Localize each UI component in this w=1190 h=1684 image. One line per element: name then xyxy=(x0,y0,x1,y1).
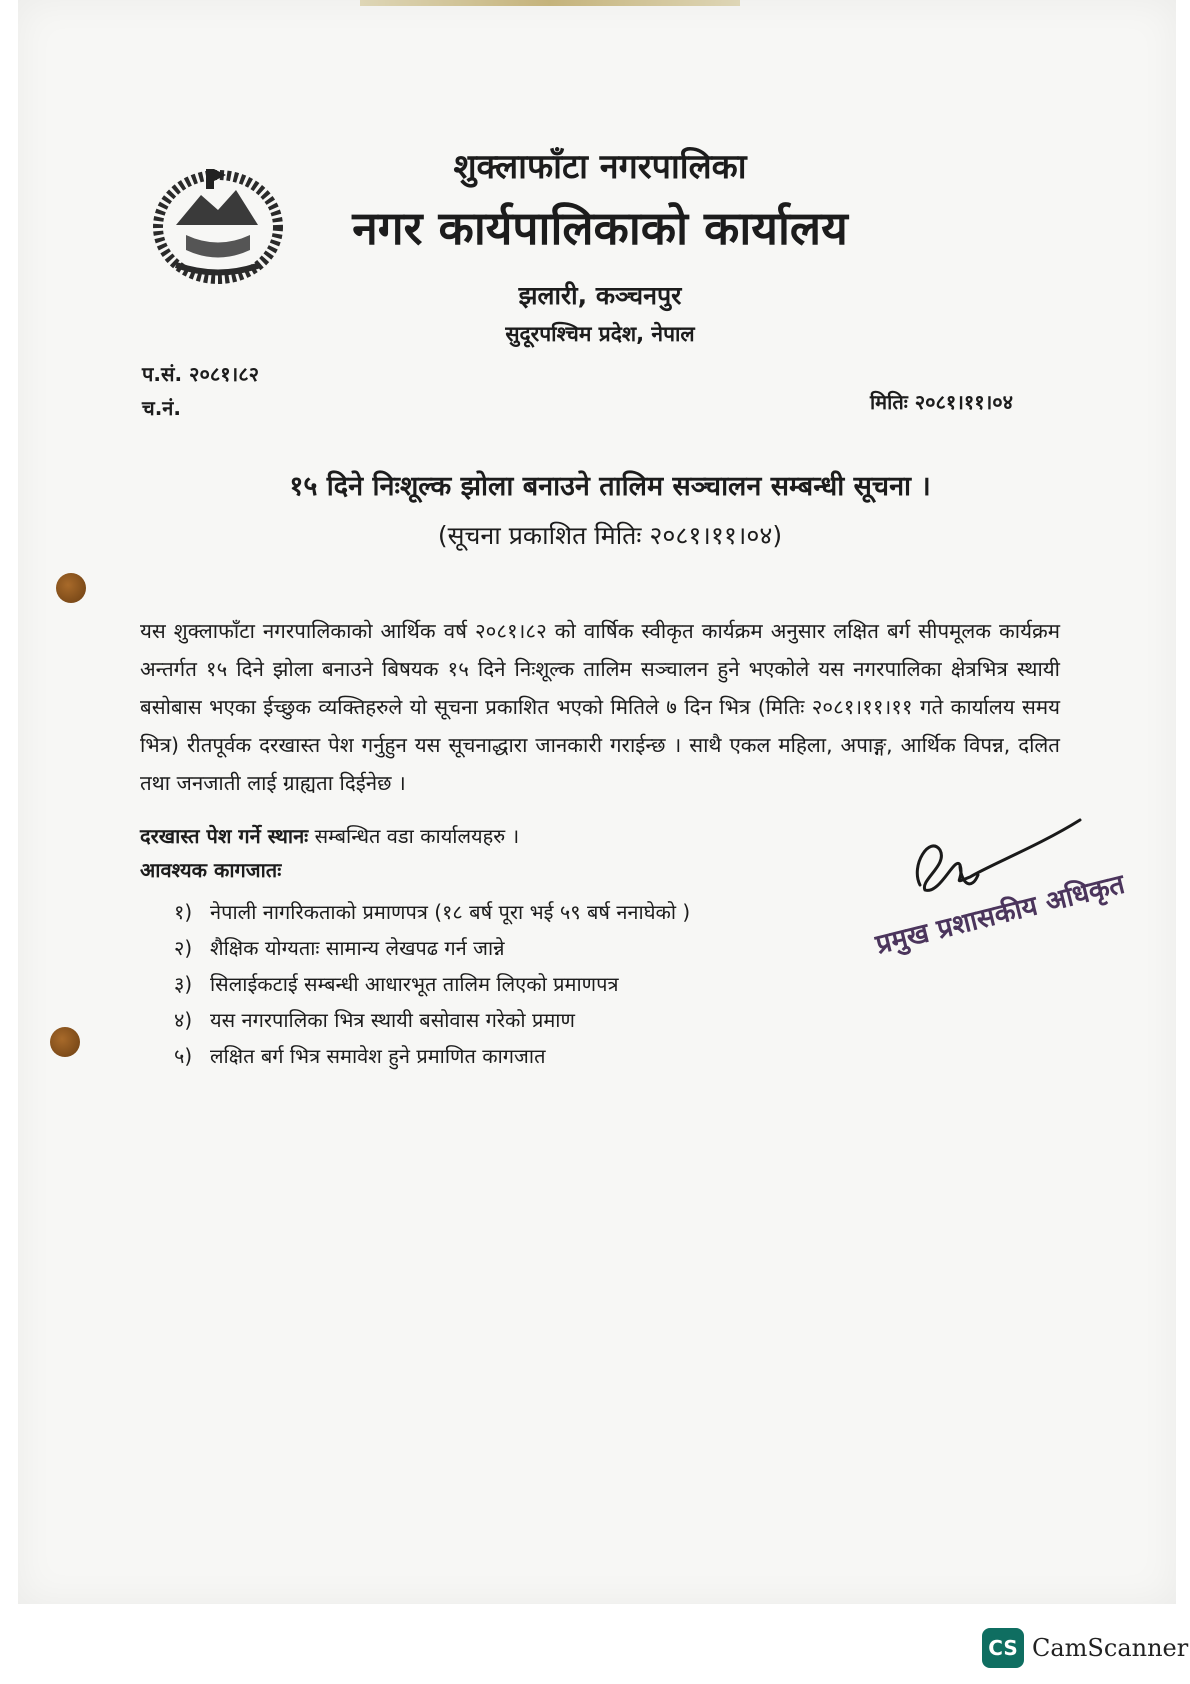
address-line-2: सुदूरपश्चिम प्रदेश, नेपाल xyxy=(505,322,695,346)
list-item-number: ५) xyxy=(174,1044,193,1068)
list-item xyxy=(174,894,690,930)
camscanner-logo-icon: CS xyxy=(982,1628,1024,1668)
documents-list xyxy=(174,894,690,1074)
list-item-text: यस नगरपालिका भित्र स्थायी बसोवास गरेको प्रमाण xyxy=(210,1008,575,1032)
submission-place xyxy=(140,822,519,849)
top-edge-strip xyxy=(360,0,740,6)
list-item-number: १) xyxy=(174,900,193,924)
list-item xyxy=(174,930,690,966)
punch-hole xyxy=(50,1027,80,1057)
fiscal-year-ref: प.सं. २०८१।८२ xyxy=(142,362,260,386)
dispatch-number: च.नं. xyxy=(142,396,181,420)
submission-place-value: सम्बन्धित वडा कार्यालयहरु । xyxy=(314,824,520,848)
list-item xyxy=(174,1002,690,1038)
signatory-stamp: प्रमुख प्रशासकीय अधिकृत xyxy=(872,868,1128,961)
office-name: नगर कार्यपालिकाको कार्यालय xyxy=(352,201,848,255)
notice-body: यस शुक्लाफाँटा नगरपालिकाको आर्थिक वर्ष २०८१।८२ को वार्षिक स्वीकृत कार्यक्रम अनुसार लक्षित बर्ग सीपमूलक कार्यक्रम अन्तर्गत १५ दिने झोला बनाउने बिषयक १५ दिने निःशूल्क तालिम सञ्चालन हुने भएकोले यस नगरपालिका क्षेत्रभित्र स्थायी बसोबास भएका ईच्छुक व्यक्तिहरुले यो सूचना प्रकाशित भएको मितिले ७ दिन भित्र (मितिः २०८१।११।११ गते कार्यालय समय भित्र) रीतपूर्वक दरखास्त पेश गर्नुहुन यस सूचनाद्धारा जानकारी गराईन्छ । साथै एकल महिला, अपाङ्ग, आर्थिक विपन्न, दलित तथा जनजाती लाई ग्राह्यता दिईनेछ । xyxy=(140,619,1060,795)
list-item-number: ४) xyxy=(174,1008,193,1032)
list-item-text: शैक्षिक योग्यताः सामान्य लेखपढ गर्न जान्ने xyxy=(210,936,505,960)
list-item-text: नेपाली नागरिकताको प्रमाणपत्र (१८ बर्ष पूरा भई ५९ बर्ष ननाघेको ) xyxy=(210,900,691,924)
list-item-number: २) xyxy=(174,936,193,960)
list-item-text: लक्षित बर्ग भित्र समावेश हुने प्रमाणित कागजात xyxy=(210,1044,546,1068)
punch-hole xyxy=(56,573,86,603)
camscanner-name: CamScanner xyxy=(1032,1634,1189,1662)
documents-heading: आवश्यक कागजातः xyxy=(140,858,282,882)
published-date: (सूचना प्रकाशित मितिः २०८१।११।०४) xyxy=(437,521,783,550)
municipality-name: शुक्लाफाँटा नगरपालिका xyxy=(453,147,747,187)
notice-subject: १५ दिने निःशूल्क झोला बनाउने तालिम सञ्चालन सम्बन्धी सूचना । xyxy=(289,471,931,502)
address-line-1: झलारी, कञ्चनपुर xyxy=(518,281,682,310)
nepal-emblem-icon xyxy=(146,155,290,285)
list-item xyxy=(174,966,690,1002)
camscanner-watermark xyxy=(982,1628,1188,1668)
submission-place-label: दरखास्त पेश गर्ने स्थानः xyxy=(140,824,309,848)
list-item-text: सिलाईकटाई सम्बन्धी आधारभूत तालिम लिएको प्रमाणपत्र xyxy=(210,972,619,996)
list-item-number: ३) xyxy=(174,972,193,996)
list-item xyxy=(174,1038,690,1074)
letter-date: मितिः २०८१।११।०४ xyxy=(870,390,1014,414)
